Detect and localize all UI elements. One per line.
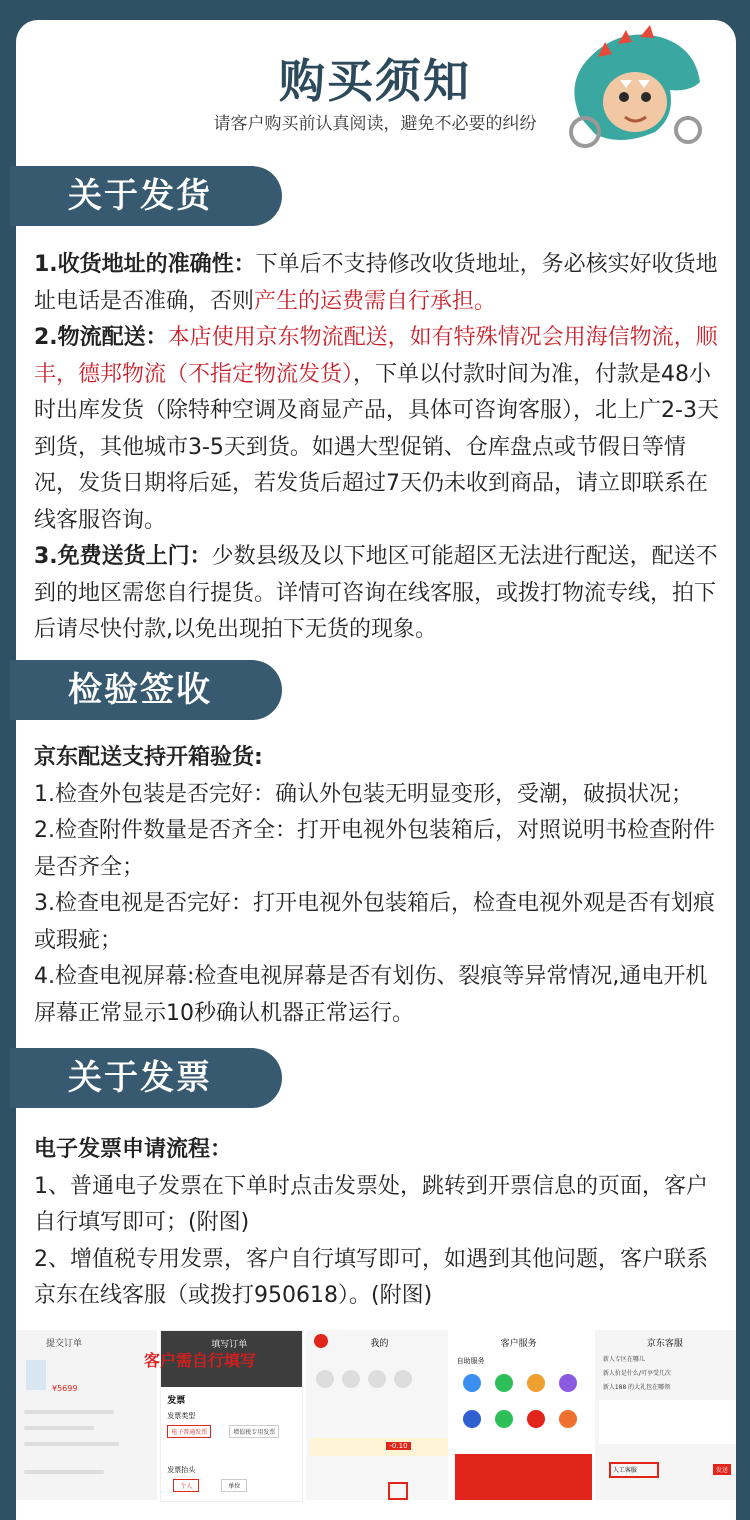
promo-banner [455, 1454, 592, 1500]
send-button[interactable]: 发送 [713, 1464, 731, 1475]
screenshot-overlay-label: 客户需自行填写 [144, 1351, 257, 1370]
placeholder-line [24, 1410, 114, 1414]
shipping-text [34, 247, 724, 649]
faq-item[interactable]: 新人188 的大礼包在哪领 [602, 1384, 671, 1391]
inspection-item: 4.检查电视屏幕:检查电视屏幕是否有划伤、裂痕等异常情况,通电开机屏幕正常显示10秒确认机器正常运行。 [34, 964, 708, 1026]
screenshot-submit-order [16, 1330, 157, 1500]
service-icon[interactable] [495, 1410, 513, 1428]
inspection-text [34, 740, 724, 1032]
shipping-p1-label: 1.收货地址的准确性： [34, 252, 256, 277]
service-icon[interactable] [559, 1410, 577, 1428]
screenshot-title: 京东客服 [646, 1339, 683, 1349]
menu-icon [394, 1370, 412, 1388]
service-icon[interactable] [463, 1410, 481, 1428]
menu-icon [342, 1370, 360, 1388]
company-option[interactable]: 单位 [221, 1479, 247, 1492]
invoice-item: 2、增值税专用发票，客户自行填写即可，如遇到其他问题，客户联系京东在线客服（或拨打950618）。(附图) [34, 1246, 708, 1308]
personal-option[interactable]: 个人 [173, 1479, 199, 1492]
section-banner-invoice: 关于发票 [10, 1048, 282, 1108]
shipping-p2-label: 2.物流配送： [34, 325, 168, 350]
menu-icon [316, 1370, 334, 1388]
invoice-heading: 电子发票申请流程： [34, 1137, 233, 1162]
highlight-box [388, 1482, 408, 1500]
faq-item[interactable]: 新人价是什么/可享受几次 [602, 1370, 671, 1377]
section-banner-inspection: 检验签收 [10, 660, 282, 720]
inspection-item: 1.检查外包装是否完好：确认外包装无明显变形，受潮，破损状况； [34, 781, 693, 807]
placeholder-line [24, 1426, 94, 1430]
price-text: ¥5699 [52, 1384, 78, 1393]
manual-service-button[interactable]: 人工客服 [612, 1467, 637, 1474]
invoice-item: 1、普通电子发票在下单时点击发票处，跳转到开票信息的页面，客户自行填写即可；(附图) [34, 1173, 708, 1235]
self-service-label: 自助服务 [456, 1357, 485, 1365]
screenshot-my-page [306, 1330, 447, 1500]
invoice-head-label: 发票抬头 [167, 1466, 196, 1474]
service-icon[interactable] [527, 1410, 545, 1428]
inspection-item: 2.检查附件数量是否齐全：打开电视外包装箱后，对照说明书检查附件是否齐全； [34, 818, 715, 880]
shipping-p2-text: ，下单以付款时间为准，付款是48小时出库发货（除特种空调及商显产品，具体可咨询客服），北上广2-3天到货，其他城市3-5天到货。如遇大型促销、仓库盘点或节假日等情况，发货日期将后延，若发货后超过7天仍未收到商品，请立即联系在线客服咨询。 [34, 361, 719, 533]
screenshot-customer-service [451, 1330, 592, 1500]
service-icon[interactable] [463, 1374, 481, 1392]
menu-icon [368, 1370, 386, 1388]
inspection-item: 3.检查电视是否完好：打开电视外包装箱后，检查电视外观是否有划痕或瑕疵； [34, 891, 715, 953]
screenshot-jd-service [595, 1330, 736, 1500]
vat-invoice-option[interactable]: 增值税专用发票 [229, 1425, 279, 1438]
inspection-heading: 京东配送支持开箱验货: [34, 745, 263, 770]
service-icon[interactable] [527, 1374, 545, 1392]
invoice-text [34, 1132, 724, 1315]
shipping-p1-red: 产生的运费需自行承担。 [254, 288, 497, 314]
coupon-badge: -0.10 [386, 1442, 410, 1450]
service-icon[interactable] [495, 1374, 513, 1392]
shipping-p3-text: 少数县级及以下地区可能超区无法进行配送，配送不到的地区需您自行提货。详情可咨询在线客服，或拨打物流专线，拍下后请尽快付款,以免出现拍下无货的现象。 [34, 544, 718, 642]
promo-strip [310, 1438, 447, 1456]
shipping-p2-red: 本店使用京东物流配送，如有特殊情况会用海信物流，顺丰，德邦物流（不指定物流发货） [34, 325, 718, 387]
screenshot-strip [16, 1330, 736, 1500]
e-invoice-option[interactable]: 电子普通发票 [167, 1425, 211, 1438]
tv-thumbnail [26, 1360, 46, 1390]
shipping-p1-text: 下单后不支持修改收货地址，务必核实好收货地址电话是否准确，否则 [34, 252, 718, 314]
page-subtitle: 请客户购买前认真阅读，避免不必要的纠纷 [213, 114, 537, 134]
faq-item[interactable]: 新人专区在哪儿 [602, 1356, 645, 1363]
service-icon[interactable] [559, 1374, 577, 1392]
placeholder-line [24, 1470, 104, 1474]
invoice-type-label: 发票类型 [167, 1412, 196, 1420]
screenshot-title: 提交订单 [46, 1339, 83, 1349]
shipping-p3-label: 3.免费送货上门： [34, 544, 212, 569]
dinosaur-mascot-icon [560, 22, 710, 152]
screenshot-title: 客户服务 [500, 1339, 537, 1349]
section-banner-shipping: 关于发货 [10, 166, 282, 226]
placeholder-line [24, 1442, 119, 1446]
screenshot-title: 我的 [370, 1339, 389, 1349]
tools-panel [599, 1400, 736, 1444]
invoice-label: 发票 [167, 1396, 186, 1406]
avatar [314, 1334, 328, 1348]
screenshot-title: 填写订单 [211, 1340, 248, 1350]
page-title: 购买须知 [279, 54, 471, 108]
